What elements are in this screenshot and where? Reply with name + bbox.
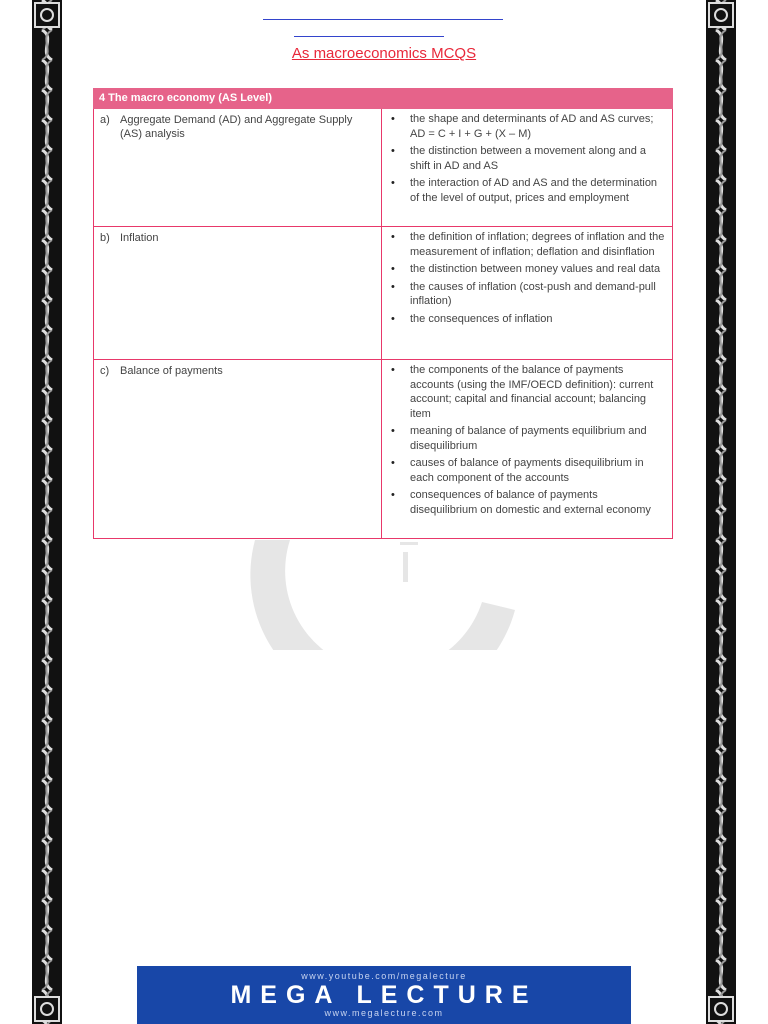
page-title[interactable]: As macroeconomics MCQS: [291, 45, 477, 62]
list-item: • consequences of balance of payments disequilibrium on domestic and external economy: [388, 488, 668, 517]
section-header: 4 The macro economy (AS Level): [93, 88, 673, 109]
topic-label: c): [100, 365, 110, 377]
syllabus-table: [93, 88, 673, 539]
list-item: • causes of balance of payments disequilibrium in each component of the accounts: [388, 456, 668, 485]
topic-text: Balance of payments: [120, 365, 223, 377]
table-row: [93, 109, 673, 227]
topic-cell: [94, 109, 382, 226]
footer-banner: [137, 966, 631, 1024]
brand-name: MEGA LECTURE: [230, 981, 538, 1009]
watermark-logo: [250, 540, 520, 650]
content-cell: [382, 109, 672, 226]
topic-cell: [94, 227, 382, 359]
topic-label: a): [100, 114, 110, 126]
topic-cell: [94, 360, 382, 538]
content-cell: [382, 227, 672, 359]
header-rule-short: [294, 36, 444, 37]
list-item: • meaning of balance of payments equilibrium and disequilibrium: [388, 424, 668, 453]
list-item: • the distinction between money values and real data: [388, 262, 668, 277]
chain-pattern-right: [706, 0, 736, 1024]
right-decorative-border: [706, 0, 736, 1024]
content-cell: [382, 360, 672, 538]
topic-label: b): [100, 232, 110, 244]
list-item: • the distinction between a movement along and a shift in AD and AS: [388, 144, 668, 173]
list-item: • the consequences of inflation: [388, 312, 668, 327]
chain-pattern-left: [32, 0, 62, 1024]
list-item: • the components of the balance of payments accounts (using the IMF/OECD definition): current account; capital and financial account; balancing item: [388, 363, 668, 421]
list-item: • the shape and determinants of AD and AS curves; AD = C + I + G + (X – M): [388, 112, 668, 141]
topic-text: Aggregate Demand (AD) and Aggregate Supply (AS) analysis: [120, 114, 353, 140]
header-rule: [263, 19, 503, 20]
topic-text: Inflation: [120, 232, 159, 244]
left-decorative-border: [32, 0, 62, 1024]
table-row: [93, 227, 673, 360]
list-item: • the causes of inflation (cost-push and demand-pull inflation): [388, 280, 668, 309]
table-row: [93, 360, 673, 539]
list-item: • the definition of inflation; degrees of inflation and the measurement of inflation; deflation and disinflation: [388, 230, 668, 259]
youtube-link[interactable]: www.youtube.com/megalecture: [301, 971, 467, 981]
website-link[interactable]: www.megalecture.com: [324, 1008, 444, 1018]
list-item: • the interaction of AD and AS and the determination of the level of output, prices and employment: [388, 176, 668, 205]
